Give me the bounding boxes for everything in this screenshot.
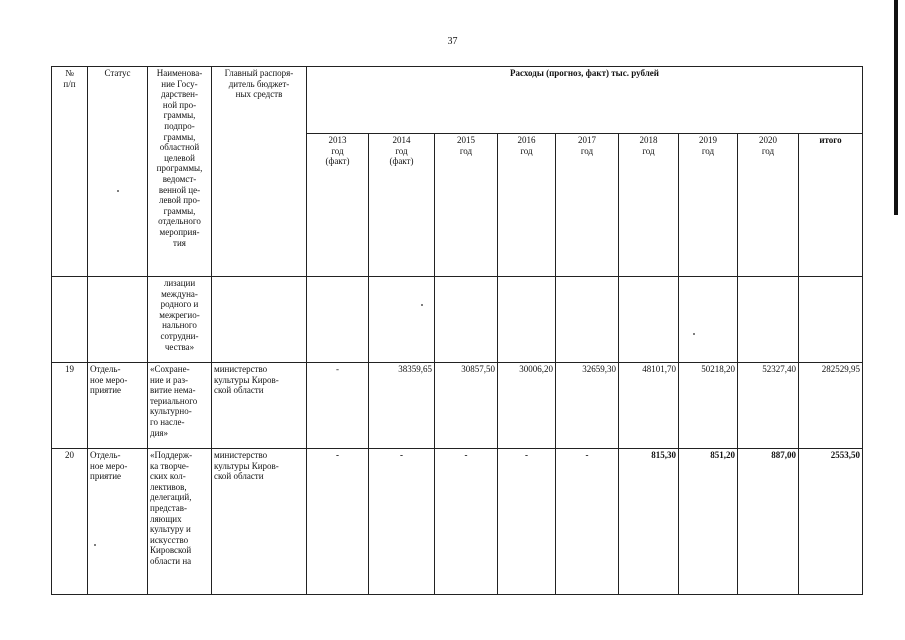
row-name: «Сохране- ние и раз- витие нема- териального культурно- го насле- дия» [148,363,212,449]
value-2019: 50218,20 [679,363,738,449]
year-2017-header: 2017 год [556,134,619,277]
value-2017: 32659,30 [556,363,619,449]
header-row [52,67,863,134]
value-2016: - [498,449,556,595]
year-2015-header: 2015 год [435,134,498,277]
page-number: 37 [447,36,458,47]
scan-speck [94,544,96,546]
cell-value [679,277,738,363]
cell-value [619,277,679,363]
cell-value [369,277,435,363]
header-name: Наименова- ние Госу- дарствен- ной про- граммы, подпро- граммы, областной целевой программы, ведомст- венной це- левой про- граммы, отдельного мероприя- тия [148,67,212,277]
header-admin: Главный распоря- дитель бюджет- ных средств [212,67,307,277]
header-expenses: Расходы (прогноз, факт) тыс. рублей [307,67,863,134]
cell-value [556,277,619,363]
value-2020: 887,00 [738,449,799,595]
scan-speck [693,333,695,335]
year-2020-header: 2020 год [738,134,799,277]
year-2013-header: 2013 год (факт) [307,134,369,277]
scan-speck [117,190,119,192]
row-num: 19 [52,363,88,449]
row-status: Отдель- ное меро- приятие [88,363,148,449]
page-edge-bar [894,0,898,215]
value-2017: - [556,449,619,595]
year-2018-header: 2018 год [619,134,679,277]
cell-value [307,277,369,363]
value-2020: 52327,40 [738,363,799,449]
cell-value [799,277,863,363]
value-total: 2553,50 [799,449,863,595]
table-row-continuation [52,277,863,363]
value-2015: 30857,50 [435,363,498,449]
cell-value [435,277,498,363]
table-row-19 [52,363,863,449]
row-name: «Поддерж- ка творче- ских кол- лективов, делегаций, представ- ляющих культуру и искусство Кировской области на [148,449,212,595]
value-2013: - [307,449,369,595]
total-header: итого [799,134,863,277]
value-2019: 851,20 [679,449,738,595]
value-total: 282529,95 [799,363,863,449]
cell-status [88,277,148,363]
cell-value [498,277,556,363]
year-2019-header: 2019 год [679,134,738,277]
row-status: Отдель- ное меро- приятие [88,449,148,595]
year-2014-header: 2014 год (факт) [369,134,435,277]
value-2016: 30006,20 [498,363,556,449]
row-admin: министерство культуры Киров- ской области [212,363,307,449]
value-2013: - [307,363,369,449]
header-num: № п/п [52,67,88,277]
row-num: 20 [52,449,88,595]
header-status: Статус [88,67,148,277]
value-2014: - [369,449,435,595]
cell-name: лизации междуна- родного и межрегио- нального сотрудни- чества» [148,277,212,363]
table-row-20 [52,449,863,595]
value-2014: 38359,65 [369,363,435,449]
value-2018: 48101,70 [619,363,679,449]
scan-speck [421,304,423,306]
cell-value [738,277,799,363]
value-2018: 815,30 [619,449,679,595]
cell-admin [212,277,307,363]
budget-table [51,66,863,595]
value-2015: - [435,449,498,595]
row-admin: министерство культуры Киров- ской области [212,449,307,595]
cell-num [52,277,88,363]
year-2016-header: 2016 год [498,134,556,277]
